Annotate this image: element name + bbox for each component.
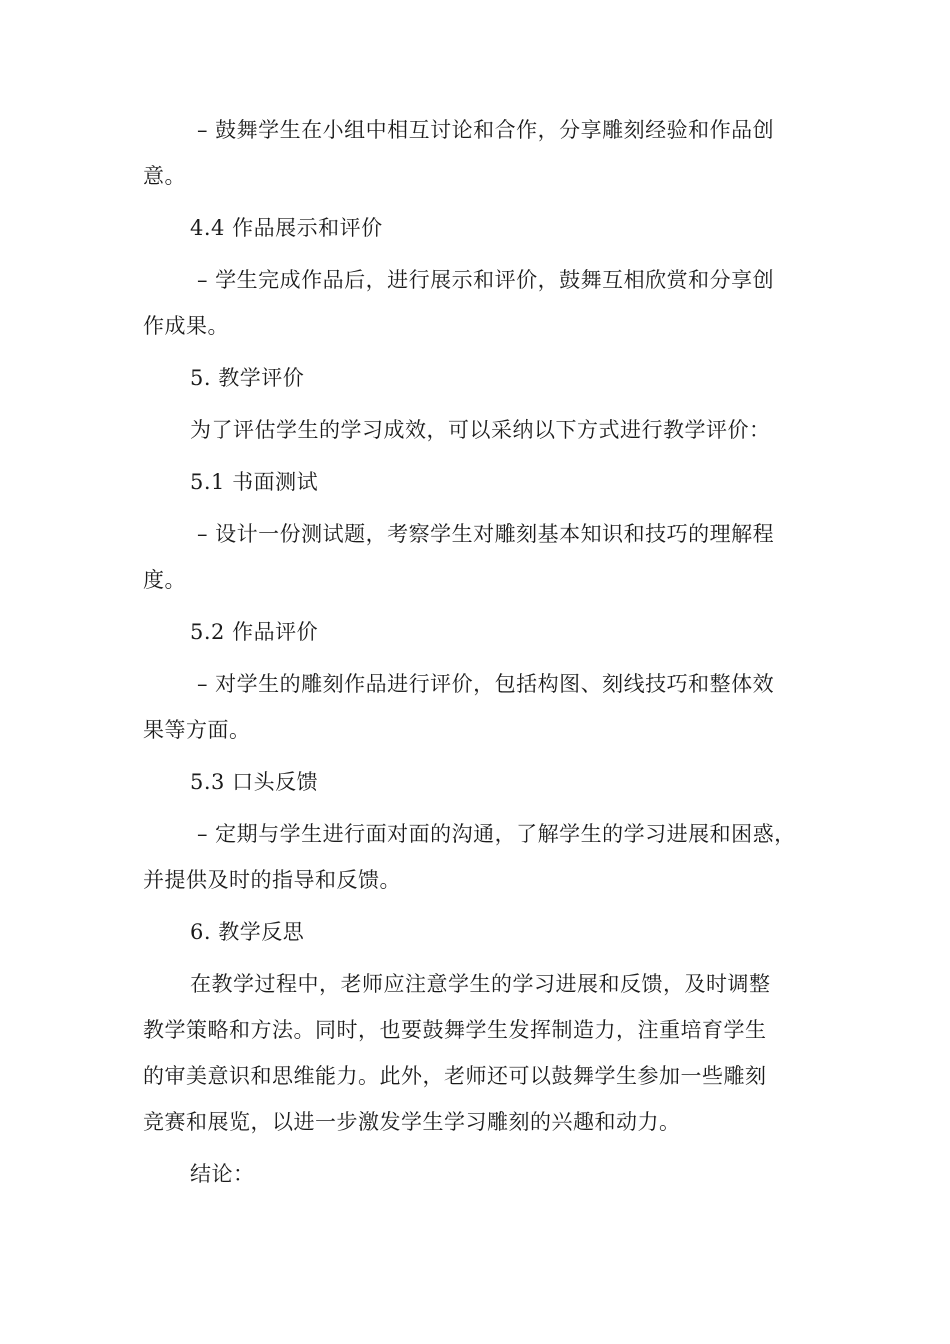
- conclusion-heading: 结论：: [190, 1162, 255, 1186]
- section-heading-5-3: 5.3 口头反馈: [190, 770, 319, 794]
- section-heading-5: 5. 教学评价: [190, 366, 305, 390]
- paragraph-text: 教学策略和方法。同时，也要鼓舞学生发挥制造力，注重培育学生: [143, 1018, 767, 1042]
- bullet-line: – 对学生的雕刻作品进行评价，包括构图、刻线技巧和整体效: [197, 672, 775, 696]
- paragraph-text: 竞赛和展览，以进一步激发学生学习雕刻的兴趣和动力。: [143, 1110, 681, 1134]
- section-heading-5-2: 5.2 作品评价: [190, 620, 319, 644]
- bullet-line-continuation: 度。: [143, 568, 186, 592]
- paragraph-text: 在教学过程中，老师应注意学生的学习进展和反馈，及时调整: [190, 972, 771, 996]
- section-heading-6: 6. 教学反思: [190, 920, 305, 944]
- bullet-line: – 设计一份测试题，考察学生对雕刻基本知识和技巧的理解程: [197, 522, 775, 546]
- bullet-line-continuation: 并提供及时的指导和反馈。: [143, 868, 401, 892]
- paragraph-text: 的审美意识和思维能力。此外，老师还可以鼓舞学生参加一些雕刻: [143, 1064, 767, 1088]
- bullet-line: – 学生完成作品后，进行展示和评价，鼓舞互相欣赏和分享创: [197, 268, 775, 292]
- section-heading-5-1: 5.1 书面测试: [190, 470, 319, 494]
- paragraph-text: 为了评估学生的学习成效，可以采纳以下方式进行教学评价：: [190, 418, 771, 442]
- section-heading-4-4: 4.4 作品展示和评价: [190, 216, 383, 240]
- bullet-line-continuation: 意。: [143, 164, 186, 188]
- bullet-line: – 定期与学生进行面对面的沟通，了解学生的学习进展和困惑，: [197, 822, 796, 846]
- bullet-line-continuation: 作成果。: [143, 314, 229, 338]
- bullet-line-continuation: 果等方面。: [143, 718, 251, 742]
- bullet-line: – 鼓舞学生在小组中相互讨论和合作，分享雕刻经验和作品创: [197, 118, 775, 142]
